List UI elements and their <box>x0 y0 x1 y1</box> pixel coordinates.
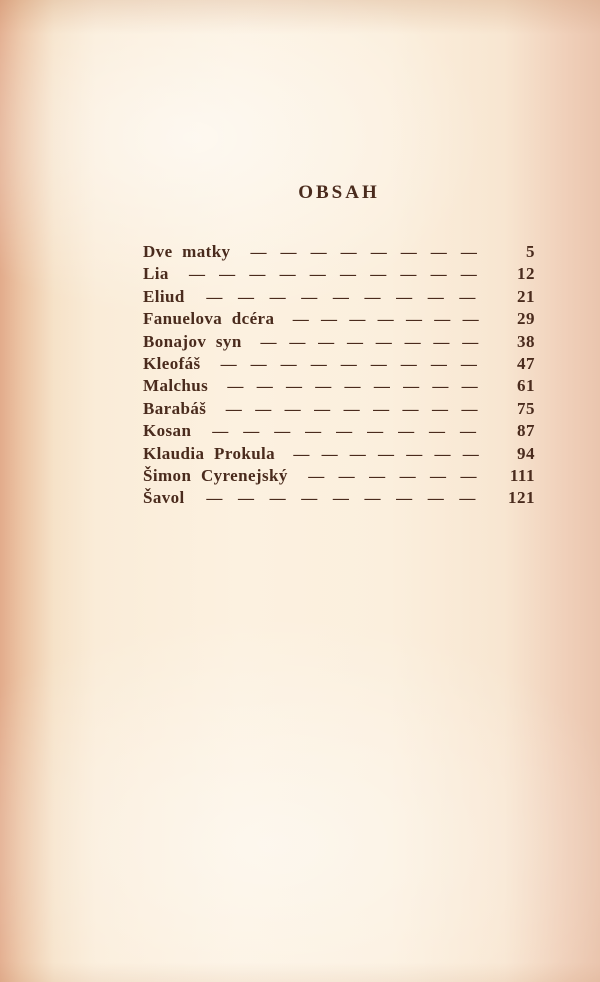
leader-dash: — <box>318 334 335 351</box>
leader-dash: — <box>427 289 444 306</box>
leader-dash: — <box>375 334 392 351</box>
toc-entry-title: Klaudia Prokula <box>143 443 276 463</box>
toc-entry-dashes <box>169 267 491 283</box>
leader-dash: — <box>406 446 423 463</box>
toc-row <box>143 376 535 398</box>
toc-entry-page-number: 121 <box>508 488 535 508</box>
toc-entry-title: Dve matky <box>143 242 231 261</box>
leader-dash: — <box>370 267 387 284</box>
leader-dash: — <box>433 334 450 351</box>
toc-entry-dashes <box>206 402 491 418</box>
leader-dash: — <box>459 289 476 306</box>
toc-entry-dashes <box>185 491 491 507</box>
toc-entry-title: Šavol <box>143 488 185 508</box>
leader-dash: — <box>315 379 332 396</box>
leader-dash: — <box>364 491 381 508</box>
leader-dash: — <box>343 401 360 418</box>
toc-entry-page-number: 5 <box>526 242 535 261</box>
leader-dash: — <box>430 468 447 485</box>
leader-dash: — <box>243 424 260 441</box>
toc-entry-dashes <box>274 312 491 328</box>
leader-dash: — <box>404 334 421 351</box>
leader-dash: — <box>269 491 286 508</box>
leader-dash: — <box>340 245 357 261</box>
leader-dash: — <box>364 289 381 306</box>
leader-dash: — <box>399 468 416 485</box>
leader-dash: — <box>220 356 237 373</box>
leader-dash: — <box>219 267 236 284</box>
leader-dash: — <box>430 267 447 284</box>
toc-entry-page-number: 47 <box>517 353 535 373</box>
toc-entry-page-number: 12 <box>517 264 535 284</box>
leader-dash: — <box>188 267 205 284</box>
leader-dash: — <box>460 468 477 485</box>
toc-row <box>143 309 535 331</box>
leader-dash: — <box>367 424 384 441</box>
toc-entry-dashes <box>230 245 491 261</box>
leader-dash: — <box>460 356 477 373</box>
toc-entry-page-number: 87 <box>517 421 535 441</box>
toc-row <box>143 287 535 309</box>
leader-dash: — <box>370 356 387 373</box>
leader-dash: — <box>396 491 413 508</box>
leader-dash: — <box>402 401 419 418</box>
leader-dash: — <box>462 312 479 329</box>
leader-dash: — <box>206 289 223 306</box>
toc-entry-dashes <box>288 469 491 485</box>
leader-dash: — <box>369 468 386 485</box>
leader-dash: — <box>460 267 477 284</box>
leader-dash: — <box>378 446 395 463</box>
toc-entry-title: Šimon Cyrenejský <box>143 465 288 485</box>
leader-dash: — <box>430 356 447 373</box>
leader-dash: — <box>346 334 363 351</box>
leader-dash: — <box>349 312 366 329</box>
leader-dash: — <box>405 312 422 329</box>
toc-entry-title: Kleofáš <box>143 353 201 373</box>
toc-entry-page-number: 61 <box>517 376 535 396</box>
leader-dash: — <box>336 424 353 441</box>
leader-dash: — <box>280 356 297 373</box>
toc-row <box>143 466 535 488</box>
toc-entry-dashes <box>185 290 491 306</box>
toc-row <box>143 264 535 286</box>
leader-dash: — <box>301 491 318 508</box>
toc-entry-dashes <box>208 379 491 395</box>
leader-dash: — <box>462 446 479 463</box>
toc-entry-title: Eliud <box>143 286 185 306</box>
leader-dash: — <box>432 379 449 396</box>
leader-dash: — <box>274 424 291 441</box>
leader-dash: — <box>309 267 326 284</box>
leader-dash: — <box>373 401 390 418</box>
toc-entry-dashes <box>275 447 491 463</box>
leader-dash: — <box>260 334 277 351</box>
leader-dash: — <box>427 491 444 508</box>
leader-dash: — <box>225 401 242 418</box>
toc-row <box>143 332 535 354</box>
leader-dash: — <box>340 356 357 373</box>
leader-dash: — <box>400 245 417 261</box>
toc-entry-title: Malchus <box>143 376 209 396</box>
leader-dash: — <box>332 491 349 508</box>
toc-entry-title: Bonajov syn <box>143 331 242 351</box>
leader-dash: — <box>256 379 273 396</box>
leader-dash: — <box>338 468 355 485</box>
toc-content <box>143 183 535 511</box>
leader-dash: — <box>250 245 267 261</box>
leader-dash: — <box>373 379 390 396</box>
leader-dash: — <box>212 424 229 441</box>
leader-dash: — <box>237 491 254 508</box>
leader-dash: — <box>249 267 266 284</box>
leader-dash: — <box>400 356 417 373</box>
leader-dash: — <box>398 424 415 441</box>
leader-dash: — <box>459 491 476 508</box>
toc-entry-title: Fanuelova dcéra <box>143 309 275 329</box>
toc-row <box>143 421 535 443</box>
leader-dash: — <box>310 245 327 261</box>
leader-dash: — <box>434 312 451 329</box>
toc-entry-page-number: 111 <box>509 465 535 485</box>
leader-dash: — <box>434 446 451 463</box>
toc-entry-dashes <box>242 335 491 351</box>
leader-dash: — <box>461 379 478 396</box>
leader-dash: — <box>339 267 356 284</box>
leader-dash: — <box>462 334 479 351</box>
leader-dash: — <box>237 289 254 306</box>
leader-dash: — <box>310 356 327 373</box>
leader-dash: — <box>396 289 413 306</box>
leader-dash: — <box>349 446 366 463</box>
leader-dash: — <box>293 446 310 463</box>
leader-dash: — <box>279 267 296 284</box>
leader-dash: — <box>370 245 387 261</box>
toc-entry-page-number: 94 <box>517 443 535 463</box>
leader-dash: — <box>460 424 477 441</box>
leader-dash: — <box>255 401 272 418</box>
leader-dash: — <box>227 379 244 396</box>
leader-dash: — <box>250 356 267 373</box>
toc-row <box>143 444 535 466</box>
leader-dash: — <box>344 379 361 396</box>
page-title: OBSAH <box>298 182 380 203</box>
toc-entry-dashes <box>201 357 491 373</box>
leader-dash: — <box>292 312 309 329</box>
leader-dash: — <box>403 379 420 396</box>
leader-dash: — <box>321 312 338 329</box>
toc-entry-page-number: 75 <box>517 398 535 418</box>
leader-dash: — <box>305 424 322 441</box>
toc-entry-title: Lia <box>143 264 169 284</box>
toc-row <box>143 488 535 510</box>
leader-dash: — <box>285 379 302 396</box>
toc-row <box>143 242 535 264</box>
leader-dash: — <box>308 468 325 485</box>
leader-dash: — <box>400 267 417 284</box>
leader-dash: — <box>377 312 394 329</box>
leader-dash: — <box>429 424 446 441</box>
toc-entry-page-number: 38 <box>517 331 535 351</box>
table-of-contents <box>143 242 535 511</box>
toc-row <box>143 354 535 376</box>
toc-entry-title: Barabáš <box>143 398 207 418</box>
leader-dash: — <box>461 401 478 418</box>
leader-dash: — <box>206 491 223 508</box>
leader-dash: — <box>280 245 297 261</box>
toc-entry-page-number: 29 <box>517 309 535 329</box>
leader-dash: — <box>321 446 338 463</box>
leader-dash: — <box>301 289 318 306</box>
leader-dash: — <box>430 245 447 261</box>
toc-entry-title: Kosan <box>143 421 192 441</box>
toc-entry-page-number: 21 <box>517 286 535 306</box>
leader-dash: — <box>284 401 301 418</box>
leader-dash: — <box>460 245 477 261</box>
leader-dash: — <box>314 401 331 418</box>
toc-row <box>143 399 535 421</box>
leader-dash: — <box>332 289 349 306</box>
leader-dash: — <box>289 334 306 351</box>
leader-dash: — <box>269 289 286 306</box>
leader-dash: — <box>432 401 449 418</box>
toc-entry-dashes <box>191 424 491 440</box>
